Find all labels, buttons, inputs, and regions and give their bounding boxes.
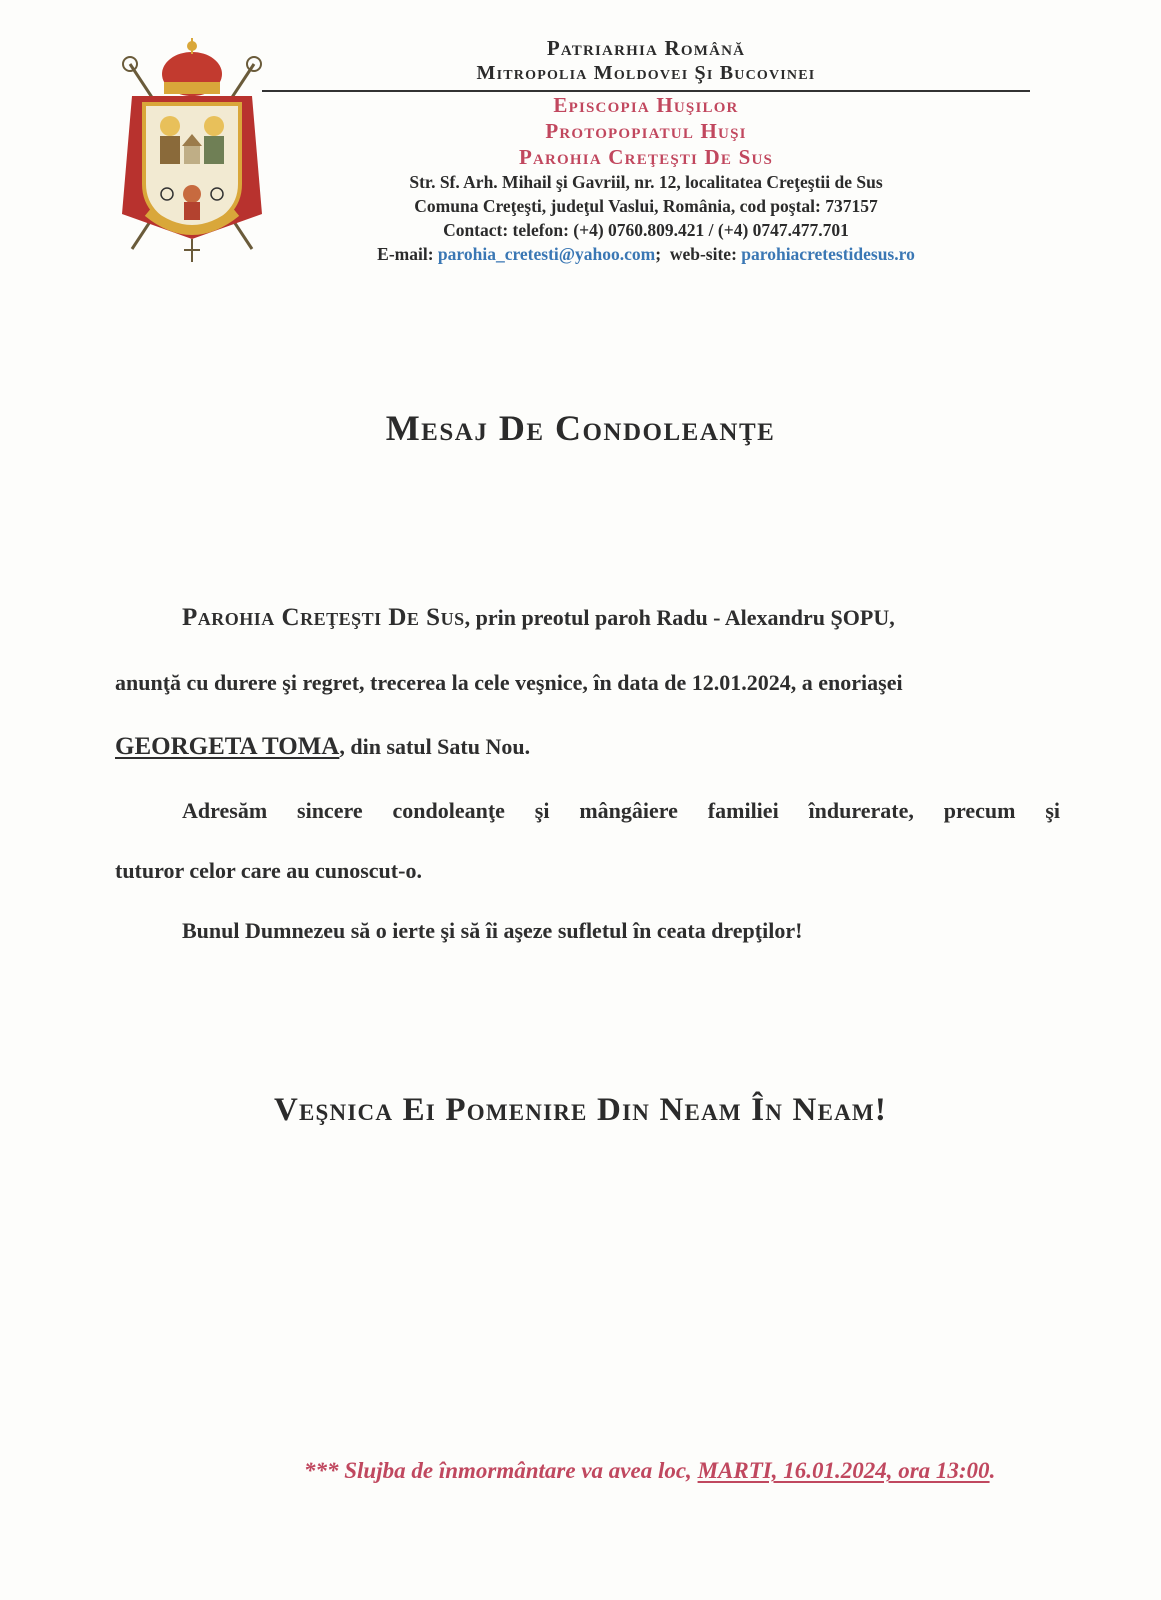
deceased-name: GEORGETA TOMA	[115, 733, 340, 760]
header-parish: Parohia Creţeşti De Sus	[518, 145, 774, 169]
body-line-1	[115, 604, 1127, 632]
body-line-4: Adresăm sincere condoleanţe şi mângâiere familiei îndurerate, precum şi	[182, 798, 1060, 823]
email-label: E-mail:	[377, 244, 434, 264]
contact-online: E-mail: parohia_cretesti@yahoo.com; web-site: parohiacretestidesus.ro	[377, 244, 915, 264]
funeral-datetime: MARTI, 16.01.2024, ora 13:00	[697, 1458, 990, 1483]
contact-phones: Contact: telefon: (+4) 0760.809.421 / (+4) 0747.477.701	[443, 220, 849, 240]
email-link[interactable]: parohia_cretesti@yahoo.com	[437, 244, 656, 264]
body-line-6: Bunul Dumnezeu să o ierte şi să îi aşeze sufletul în ceata drepţilor!	[182, 918, 803, 943]
header-diocese: Episcopia Huşilor	[553, 93, 739, 117]
closing-blessing: Veşnica Ei Pomenire Din Neam În Neam!	[273, 1092, 888, 1128]
header-deanery: Protopopiatul Huşi	[545, 119, 747, 143]
funeral-note-prefix: *** Slujba de înmormântare va avea loc,	[304, 1458, 698, 1483]
body-line-5: tuturor celor care au cunoscut-o.	[115, 858, 422, 883]
header-patriarchate: Patriarhia Română	[546, 36, 746, 60]
priest-text: , prin preotul paroh Radu - Alexandru ŞOPU,	[464, 605, 895, 630]
diocese-crest-icon	[112, 34, 272, 264]
website-link[interactable]: parohiacretestidesus.ro	[741, 244, 915, 264]
address-commune: Comuna Creţeşti, judeţul Vaslui, România, cod poştal: 737157	[414, 196, 878, 216]
body-line-2: anunţă cu durere şi regret, trecerea la cele veşnice, în data de 12.01.2024, a enoriaşei	[115, 670, 903, 695]
parish-name: Parohia Creţeşti De Sus	[182, 604, 465, 631]
village-text: , din satul Satu Nou.	[339, 734, 531, 759]
document-title: Mesaj De Condoleanţe	[385, 408, 776, 448]
body-line-3	[115, 733, 1060, 761]
funeral-note-suffix: .	[989, 1458, 996, 1483]
website-label: web-site:	[669, 244, 737, 264]
funeral-note	[304, 1458, 1094, 1484]
address-street: Str. Sf. Arh. Mihail şi Gavriil, nr. 12, localitatea Creţeştii de Sus	[409, 172, 883, 192]
header-divider	[262, 90, 1030, 92]
header-metropolis: Mitropolia Moldovei Şi Bucovinei	[476, 62, 816, 84]
